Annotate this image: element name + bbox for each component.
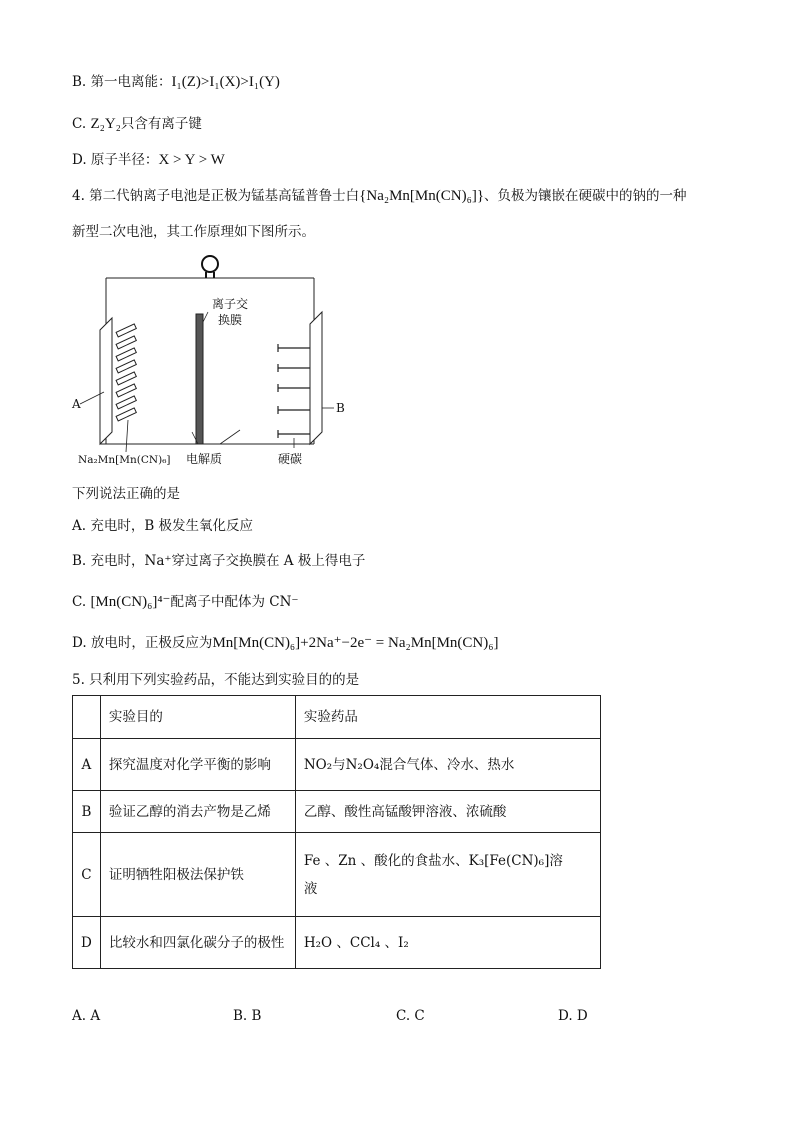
- stem-text: 、负极为镶嵌在硬碳中的钠的一种: [484, 188, 687, 204]
- experiment-table: [72, 695, 601, 969]
- table-row: [73, 833, 601, 917]
- option-text: 配离子中配体为 CN⁻: [170, 594, 299, 610]
- cathode-reaction-equation: Mn[Mn(CN)₆]+2Na⁺−2e⁻ = Na₂Mn[Mn(CN)₆]: [212, 635, 499, 651]
- label-a: A: [72, 397, 81, 411]
- q3-option-b[interactable]: [72, 72, 280, 92]
- q5-stem: 5. 只利用下列实验药品，不能达到实验目的的是: [72, 672, 360, 688]
- cathode-particles: [116, 324, 136, 421]
- q3-option-d[interactable]: [72, 150, 225, 170]
- electrolyte-label: 电解质: [186, 452, 223, 466]
- q3-option-c[interactable]: [72, 114, 202, 134]
- row-label: D: [73, 917, 101, 969]
- reagents-line2: 液: [303, 880, 318, 897]
- option-text: C.: [72, 116, 91, 132]
- table-row: [73, 739, 601, 791]
- row-reagents: 乙醇、酸性高锰酸钾溶液、浓硫酸: [295, 791, 600, 833]
- ionization-energy-formula: I₁(Z)>I₁(X)>I₁(Y): [171, 74, 280, 90]
- hard-carbon-pegs: [278, 344, 310, 438]
- row-purpose: 证明牺牲阳极法保护铁: [100, 833, 295, 917]
- option-text: 只含有离子键: [120, 116, 202, 132]
- q4-option-a[interactable]: A. 充电时，B 极发生氧化反应: [72, 518, 254, 534]
- q4-stem-line1: [72, 186, 687, 206]
- electrode-a: [100, 318, 112, 444]
- answer-option-a[interactable]: A. A: [72, 1008, 101, 1024]
- header-reagents: 实验药品: [295, 696, 600, 739]
- q4-stem-line2: 新型二次电池，其工作原理如下图所示。: [72, 224, 315, 240]
- row-purpose: 探究温度对化学平衡的影响: [100, 739, 295, 791]
- row-reagents: [295, 833, 600, 917]
- table-row: [73, 791, 601, 833]
- row-purpose: 比较水和四氯化碳分子的极性: [100, 917, 295, 969]
- row-reagents: NO₂与N₂O₄混合气体、冷水、热水: [295, 739, 600, 791]
- table-header-row: [73, 696, 601, 739]
- membrane-label-line2: 换膜: [218, 313, 243, 327]
- option-text: C.: [72, 594, 91, 610]
- row-purpose: 验证乙醇的消去产物是乙烯: [100, 791, 295, 833]
- row-reagents: H₂O 、CCl₄ 、I₂: [295, 917, 600, 969]
- row-label: B: [73, 791, 101, 833]
- table-row: [73, 917, 601, 969]
- electrode-b: [310, 312, 322, 444]
- label-b: B: [336, 401, 345, 415]
- compound-formula: Z₂Y₂: [90, 116, 121, 132]
- q4-option-b[interactable]: B. 充电时，Na⁺穿过离子交换膜在 A 极上得电子: [72, 553, 366, 569]
- q4-option-d[interactable]: [72, 633, 498, 653]
- membrane-label-line1: 离子交: [212, 297, 249, 311]
- answer-option-d[interactable]: D. D: [558, 1008, 588, 1024]
- option-text: B. 第一电离能：: [72, 74, 172, 90]
- battery-diagram: [70, 252, 360, 474]
- lightbulb-icon: [202, 256, 218, 278]
- radius-comparison: X > Y > W: [158, 152, 225, 168]
- header-label-cell: [73, 696, 101, 739]
- q4-question: 下列说法正确的是: [72, 486, 180, 502]
- answer-option-c[interactable]: C. C: [396, 1008, 425, 1024]
- header-purpose: 实验目的: [100, 696, 295, 739]
- option-text: D. 原子半径：: [72, 152, 159, 168]
- row-label: A: [73, 739, 101, 791]
- complex-ion-formula: [Mn(CN)₆]⁴⁻: [90, 594, 171, 610]
- row-label: C: [73, 833, 101, 917]
- reagents-line1: Fe 、Zn 、酸化的食盐水、K₃[Fe(CN)₆]溶: [303, 852, 563, 869]
- q4-option-c[interactable]: [72, 592, 299, 612]
- ion-exchange-membrane: [196, 314, 203, 444]
- stem-text: 4. 第二代钠离子电池是正极为锰基高锰普鲁士白: [72, 188, 360, 204]
- cathode-formula: {Na₂Mn[Mn(CN)₆]}: [359, 188, 485, 204]
- cathode-material-label: Na₂Mn[Mn(CN)₆]: [78, 454, 171, 466]
- answer-option-b[interactable]: B. B: [233, 1008, 262, 1024]
- option-text: D. 放电时，正极反应为: [72, 635, 213, 651]
- anode-material-label: 硬碳: [278, 452, 303, 466]
